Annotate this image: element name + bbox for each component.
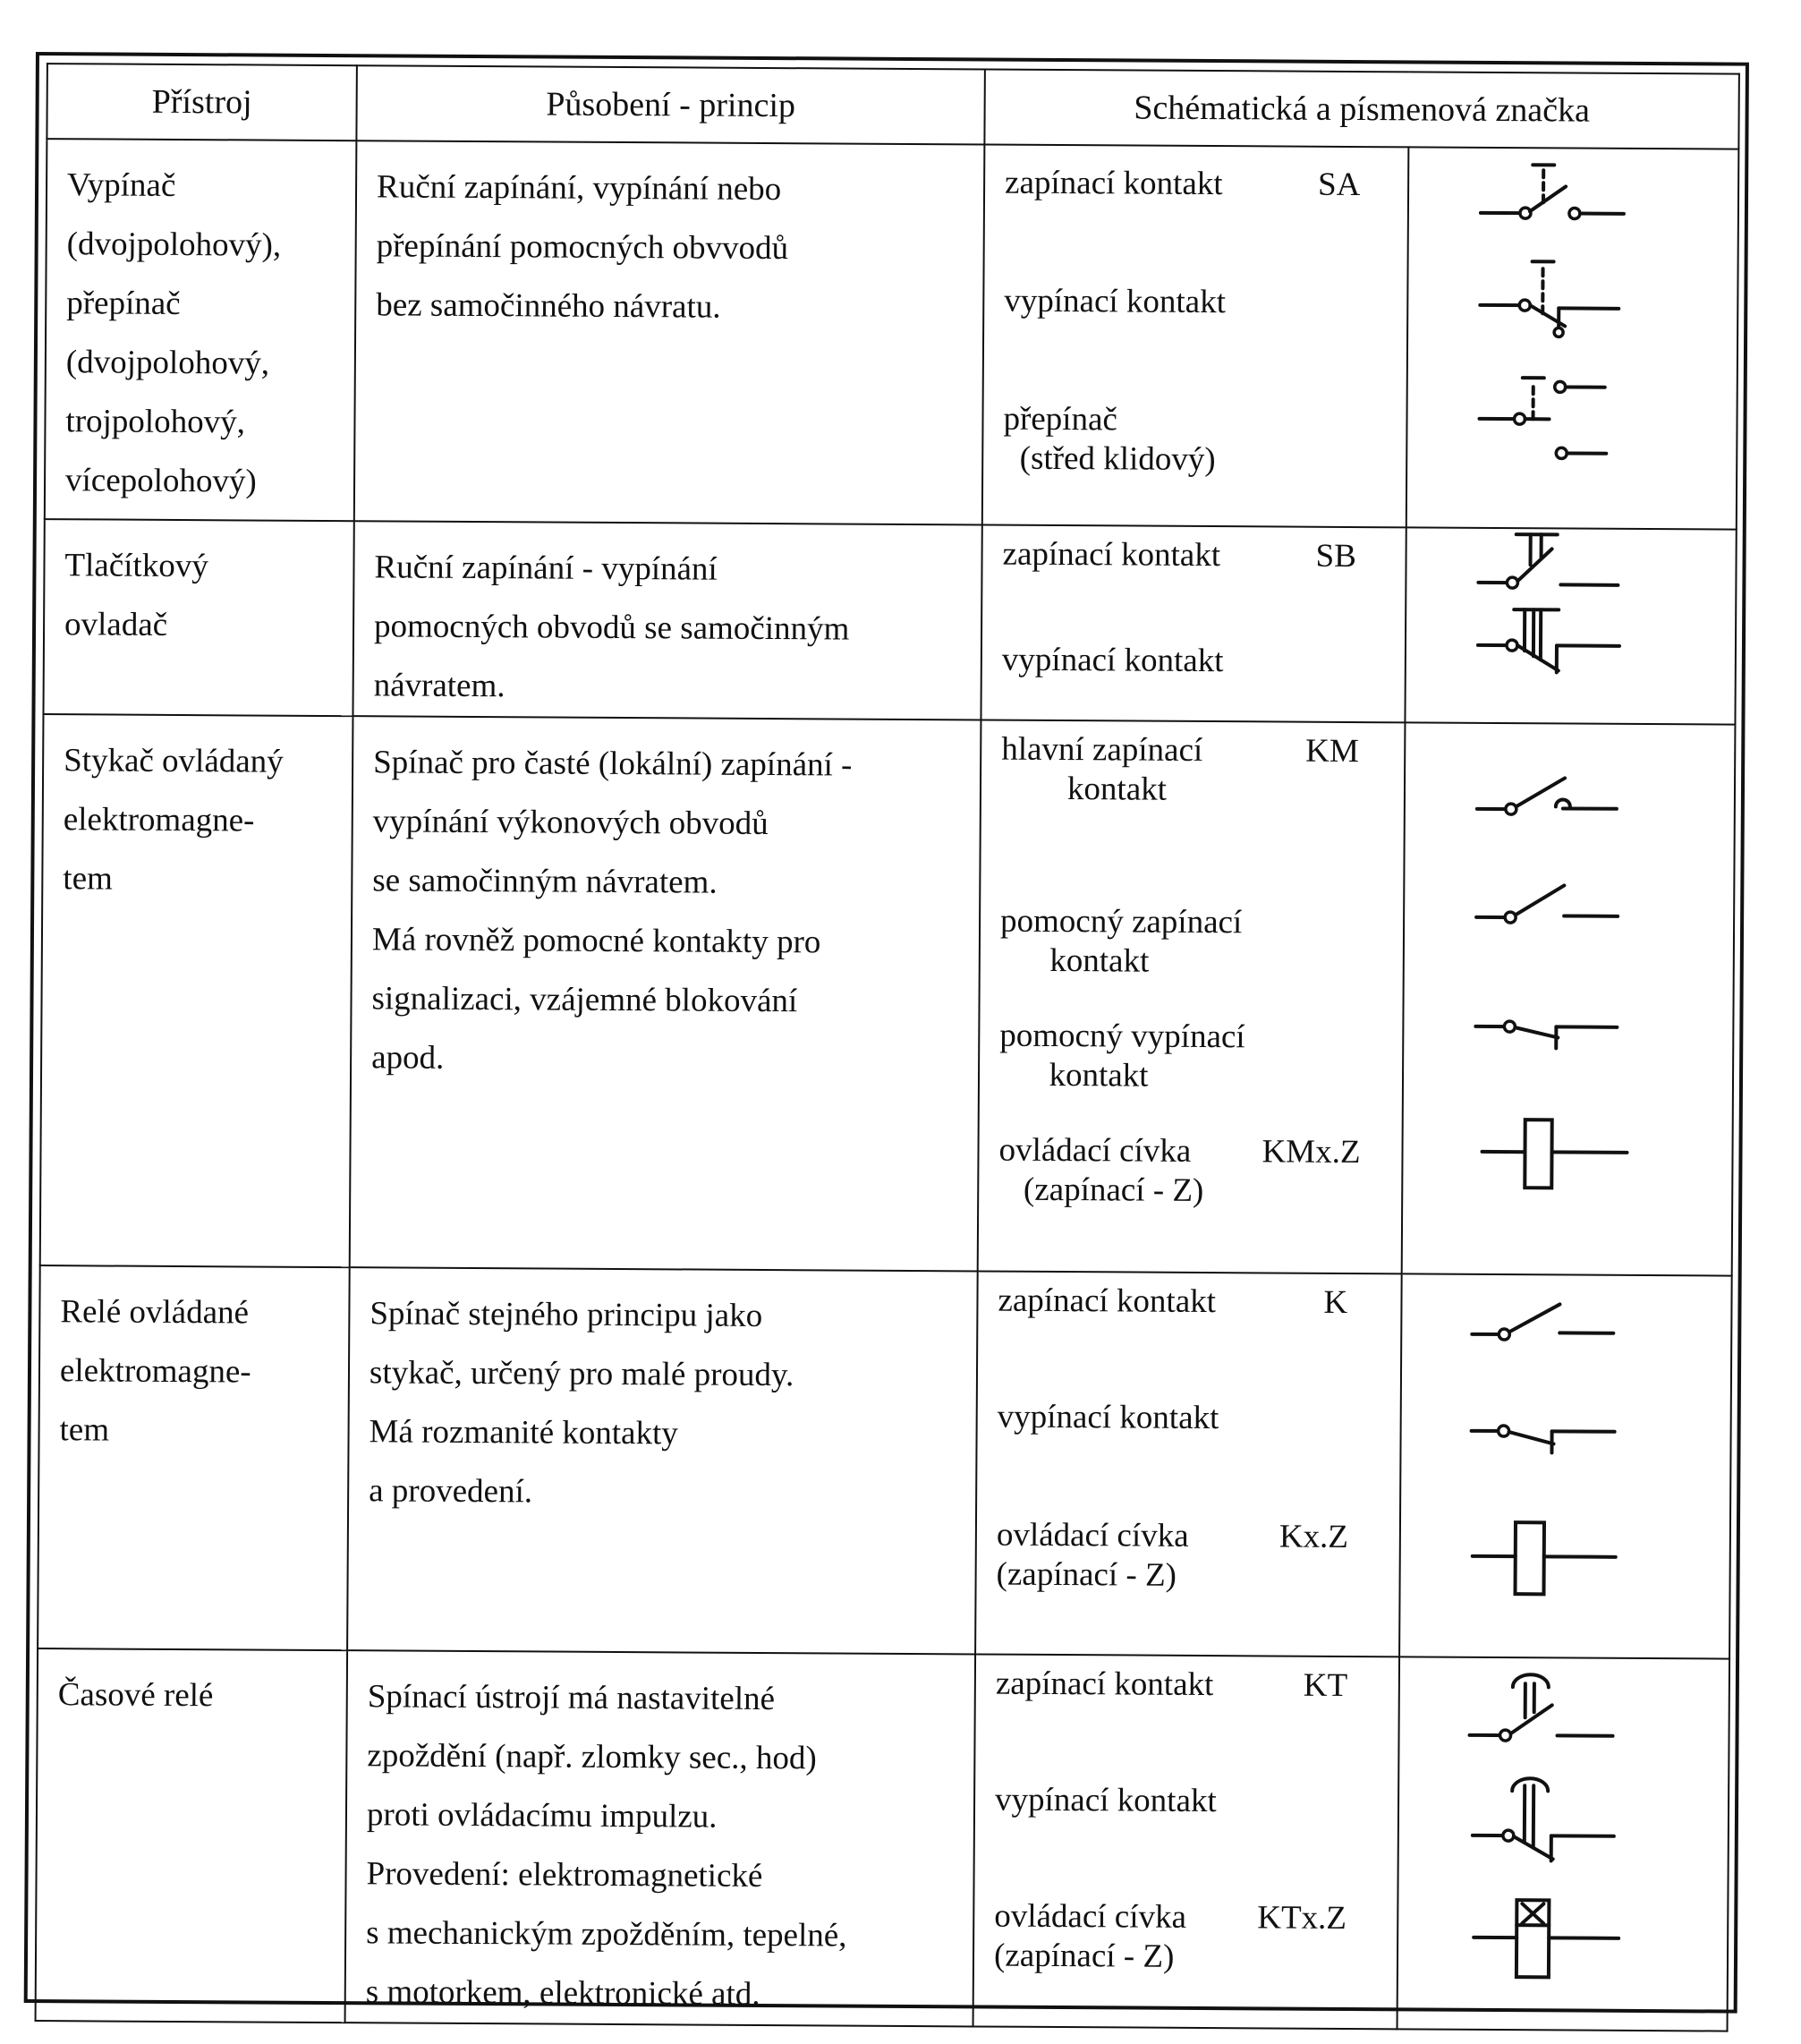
device-cell: Relé ovládané elektromagne- tem (38, 1265, 350, 1650)
table-row (43, 519, 1736, 725)
relay-break-contact-icon (1471, 1426, 1614, 1453)
manual-changeover-switch-icon (1479, 378, 1607, 459)
item-label: ovládací cívka (zapínací - Z) (993, 1897, 1187, 1975)
header-device: Přístroj (47, 64, 357, 141)
item-label: vypínací kontakt (1001, 641, 1224, 680)
principle-cell: Spínač stejného principu jako stykač, určený pro malé proudy. Má rozmanité kontakty a provedení. (347, 1267, 978, 1654)
item-label: zapínací kontakt (1005, 164, 1223, 203)
symbol-cell (1402, 722, 1736, 1275)
symbol-cell (1405, 527, 1736, 724)
device-cell: Vypínač (dvojpolohový), přepínač (dvojpolohový, trojpolohový, vícepolohový) (45, 139, 357, 521)
aux-make-contact-icon (1476, 885, 1618, 924)
table-row (40, 714, 1736, 1276)
item-label: hlavní zapínací kontakt (1000, 730, 1203, 808)
letter-code: KT (1303, 1666, 1348, 1704)
label-cell (975, 1271, 1402, 1656)
item-label: přepínač (střed klidový) (1003, 400, 1216, 479)
item-label: pomocný zapínací kontakt (999, 902, 1243, 980)
table-row (36, 1648, 1730, 2031)
principle-cell: Spínací ústrojí má nastavitelné zpoždění (např. zlomky sec., hod) proti ovládacímu impulzu. Provedení: elektromagnetické s mechanickým zpožděním, tepelné, s motorkem, elektronické atd. (345, 1650, 976, 2026)
coil-code: Kx.Z (1279, 1518, 1349, 1555)
principle-cell: Ruční zapínání, vypínání nebo přepínání pomocných obvvodů bez samočinného návratu. (354, 141, 985, 524)
coil-icon (1482, 1120, 1627, 1188)
item-label: pomocný vypínací kontakt (998, 1017, 1245, 1094)
letter-code: SB (1315, 537, 1356, 575)
label-cell (973, 1654, 1400, 2029)
symbols-table (35, 63, 1740, 2032)
letter-code: SA (1317, 166, 1361, 204)
relay-coil-icon (1473, 1522, 1616, 1595)
main-make-contact-icon (1477, 778, 1617, 815)
relay-make-contact-icon (1472, 1304, 1613, 1341)
time-delay-break-contact-icon (1473, 1778, 1615, 1861)
item-label: ovládací cívka (zapínací - Z) (996, 1516, 1189, 1594)
item-label: zapínací kontakt (1002, 535, 1221, 575)
manual-make-contact-icon (1481, 165, 1624, 219)
item-label: vypínací kontakt (994, 1781, 1217, 1820)
coil-code: KTx.Z (1257, 1899, 1347, 1937)
letter-code: K (1323, 1283, 1348, 1321)
item-label: zapínací kontakt (995, 1665, 1214, 1704)
manual-break-contact-icon (1480, 261, 1619, 337)
header-symbol: Schématická a písmenová značka (984, 69, 1739, 149)
item-label: ovládací cívka (zapínací - Z) (998, 1131, 1204, 1209)
symbol-cell (1406, 147, 1739, 529)
table-row (38, 1265, 1732, 1659)
principle-cell: Ruční zapínání - vypínání pomocných obvodů se samočinným návratem. (353, 521, 981, 720)
item-label: vypínací kontakt (1004, 282, 1227, 321)
pushbutton-break-icon (1478, 609, 1619, 673)
label-cell (978, 720, 1406, 1273)
item-label: zapínací kontakt (998, 1282, 1217, 1321)
device-cell: Tlačítkový ovladač (43, 519, 353, 716)
header-principle: Působení - princip (356, 65, 985, 144)
header-row (47, 64, 1738, 149)
symbol-cell (1397, 1656, 1730, 2031)
item-label: vypínací kontakt (997, 1398, 1219, 1437)
device-cell: Časové relé (36, 1648, 348, 2023)
symbol-cell (1399, 1273, 1732, 1658)
label-cell (982, 144, 1409, 527)
aux-break-contact-icon (1475, 1021, 1617, 1049)
coil-code: KMx.Z (1262, 1133, 1361, 1171)
table-frame (24, 52, 1749, 2014)
device-cell: Stykač ovládaný elektromagne- tem (40, 714, 353, 1267)
pushbutton-make-icon (1478, 534, 1618, 589)
time-relay-coil-icon (1474, 1900, 1619, 1978)
table-row (45, 139, 1739, 530)
principle-cell: Spínač pro časté (lokální) zapínání - vypínání výkonových obvodů se samočinným návratem. Má rovněž pomocné kontakty pro signalizaci, vzájemné blokování apod. (350, 716, 981, 1271)
letter-code: KM (1305, 732, 1360, 771)
time-delay-make-contact-icon (1470, 1674, 1613, 1742)
label-cell (981, 524, 1406, 722)
